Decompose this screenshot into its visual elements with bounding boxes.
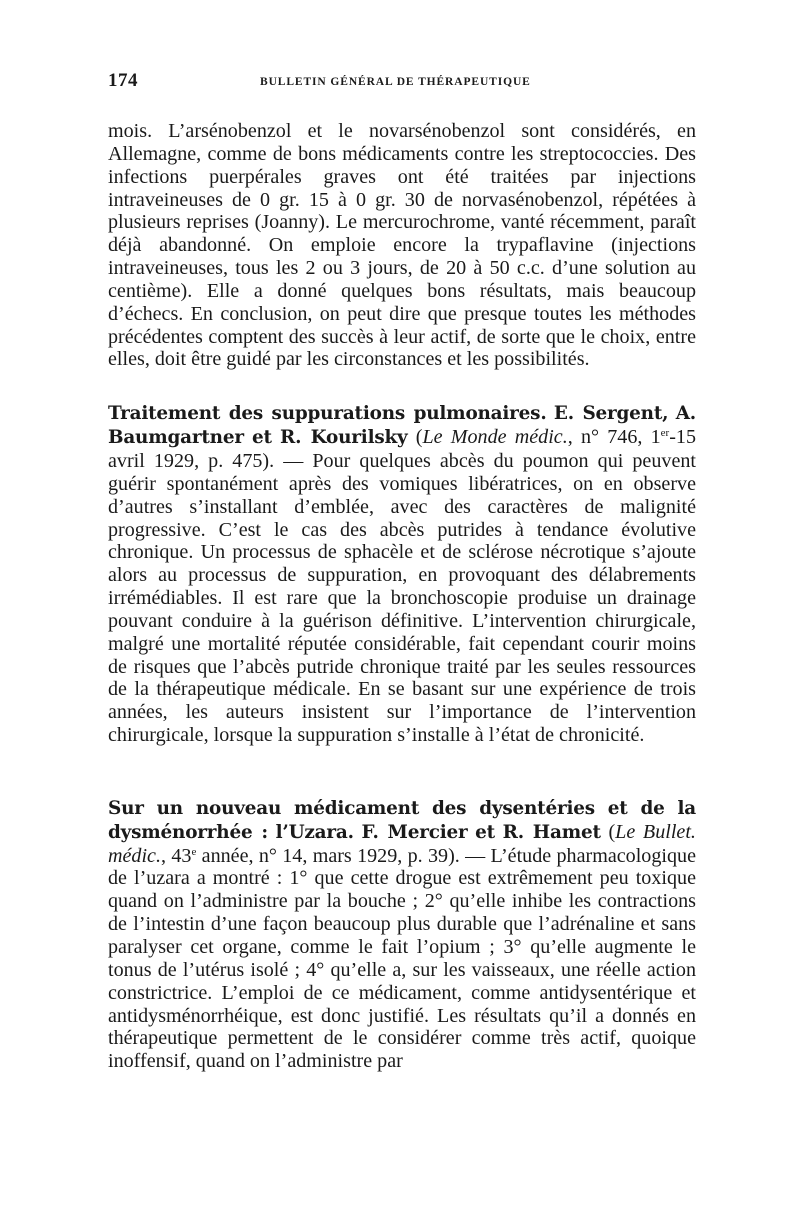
article-body: — Pour quelques abcès du poumon qui peuvent guérir spontanément après des vomiques libératrices, on en observe d’autres s’installant d’emblée, avec des caractères de malignité progressive. C’est le cas des abcès putrides à tendance évolutive chronique. Un processus de sphacèle et de sclérose nécrotique s’ajoute alors au processus de suppuration, en provoquant des délabrements irrémédiables. Il est rare que la bronchoscopie produise un drainage pouvant conduire à la guérison définitive. L’intervention chirurgicale, malgré une mortalité réputée considérable, fait cependant courir moins de risques que l’abcès putride chronique traité par les seules ressources de la thérapeutique médicale. En se basant sur une expérience de trois années, les auteurs insistent sur l’importance de l’intervention chirurgicale, lorsque la suppuration s’installe à l’état de chronicité. [108,449,696,747]
running-title: BULLETIN GÉNÉRAL DE THÉRAPEUTIQUE [260,76,531,88]
journal-name: Le Bullet. médic. [108,820,696,867]
article-author: R. Hamet [502,821,601,843]
article-uzara [108,797,696,1073]
running-head [108,70,696,96]
article-conjunction: et [475,821,495,843]
citation-part: , n° 746, 1 [567,426,661,449]
article-title: Traitement des suppurations pulmonaires. [108,403,547,425]
article-conjunction: et [252,427,272,449]
journal-name: Le Monde médic. [422,426,568,449]
continued-paragraph: mois. L’arsénobenzol et le novarsénobenzol sont considérés, en Allemagne, comme de bons médicaments contre les streptococcies. Des infections puerpérales graves ont été traitées par injections intraveineuses de 0 gr. 15 à 0 gr. 30 de norvasénobenzol, répétées à plusieurs reprises (Joanny). Le mercurochrome, vanté récemment, paraît déjà abandonné. On emploie encore la trypaflavine (injections intraveineuses, tous les 2 ou 3 jours, de 20 à 50 c.c. d’une solution au centième). Elle a donné quelques bons résultats, mais beaucoup d’échecs. En conclusion, on peut dire que presque toutes les méthodes précédentes comptent des succès à leur actif, de sorte que le choix, entre elles, doit être guidé par les circonstances et les possibilités. [108,120,696,371]
article-author: F. Mercier [361,821,468,843]
article-author: A. Baumgartner [108,403,696,449]
citation-part: , 43 [161,844,192,867]
article-author: R. Kourilsky [280,427,408,449]
article-body: — L’étude pharmacologique de l’uzara a montré : 1° que cette drogue est extrêmement peu toxique quand on l’administre par la bouche ; 2° qu’elle inhibe les contractions de l’intestin d’une façon beaucoup plus durable que l’adrénaline et sans paralyser cet organe, comme le fait l’opium ; 3° qu’elle augmente le tonus de l’utérus isolé ; 4° qu’elle a, sur les vaisseaux, une réelle action constrictrice. L’emploi de ce médicament, comme antidysentérique et antidysménorrhéique, est donc justifié. Les résultats qu’il a donnés en thérapeutique permettent de le considérer comme très actif, quoique inoffensif, quand on l’administre par [108,844,696,1073]
citation-superscript: e [191,845,197,858]
article-citation: (Le Monde médic., n° 746, 1er-15 avril 1929, p. 475). [108,426,696,472]
article-title: Sur un nouveau médicament des dysentéries et de la dysménorrhée : [108,797,696,843]
article-paragraph [108,797,696,1073]
citation-part: année, n° 14, mars 1929, p. 39). [196,844,460,867]
article-citation: (Le Bullet. médic., 43e année, n° 14, mars 1929, p. 39). [108,820,696,867]
article-paragraph [108,402,696,747]
citation-superscript: er [660,427,670,440]
page [108,70,696,1073]
drug-name: l’Uzara. [275,821,354,843]
page-number: 174 [108,70,138,91]
article-author: E. Sergent, [553,403,669,425]
article-suppurations [108,402,696,747]
citation-part: -15 avril 1929, p. 475). [108,426,696,472]
